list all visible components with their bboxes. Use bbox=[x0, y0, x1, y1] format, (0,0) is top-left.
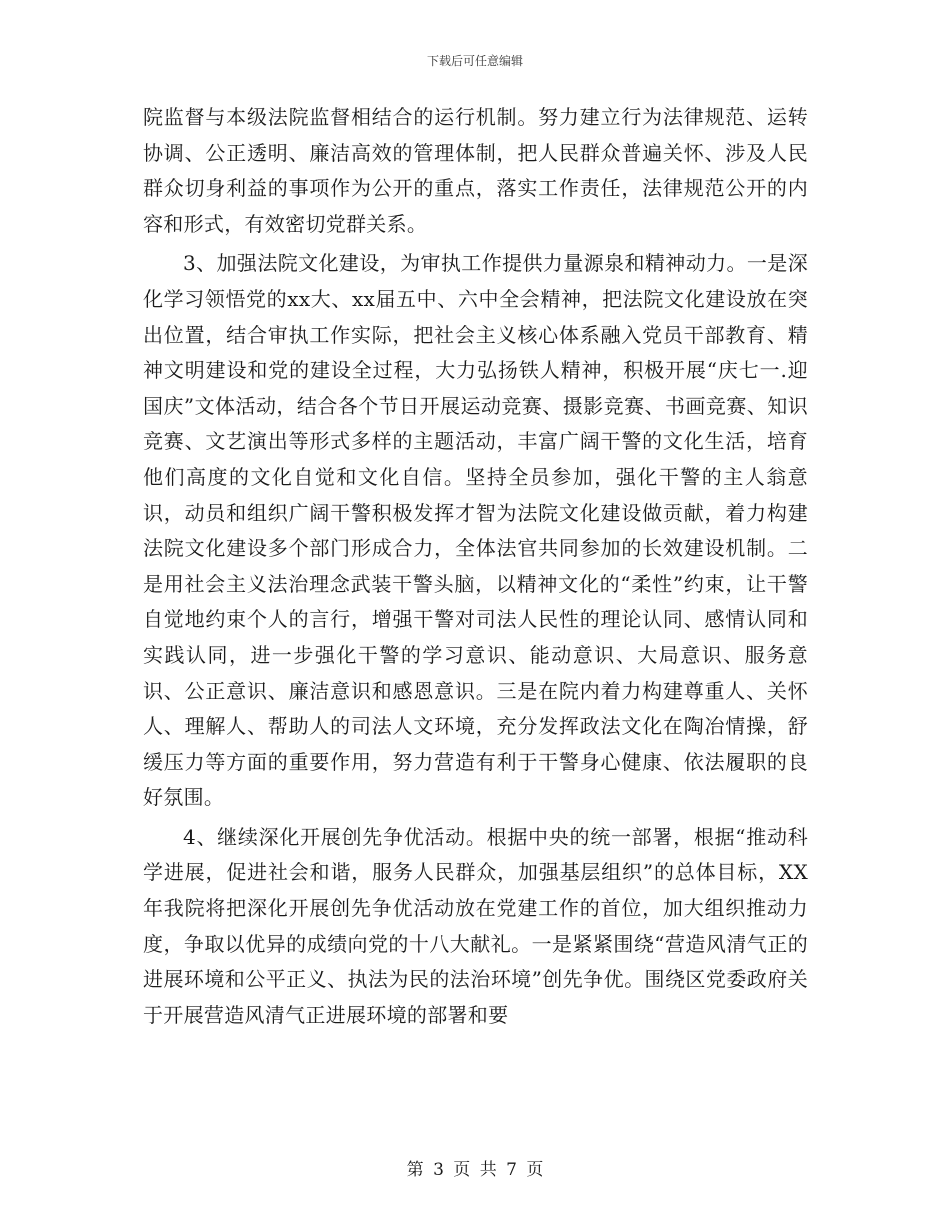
page-header: 下载后可任意编辑 bbox=[426, 54, 523, 68]
document-body bbox=[143, 100, 808, 1033]
paragraph-1: 院监督与本级法院监督相结合的运行机制。努力建立行为法律规范、运转协调、公正透明、廉洁高效的管理体制，把人民群众普遍关怀、涉及人民群众切身利益的事项作为公开的重点，落实工作责任，法律规范公开的内容和形式，有效密切党群关系。 bbox=[143, 105, 808, 236]
page-number-footer: 第 3 页 共 7 页 bbox=[406, 1160, 544, 1180]
paragraph-2: 3、加强法院文化建设，为审执工作提供力量源泉和精神动力。一是深化学习领悟党的xx大、xx届五中、六中全会精神，把法院文化建设放在突出位置，结合审执工作实际，把社会主义核心体系融入党员干部教育、精神文明建设和党的建设全过程，大力弘扬铁人精神，积极开展“庆七一.迎国庆”文体活动，结合各个节日开展运动竞赛、摄影竞赛、书画竞赛、知识竞赛、文艺演出等形式多样的主题活动，丰富广阔干警的文化生活，培育他们高度的文化自觉和文化自信。坚持全员参加，强化干警的主人翁意识，动员和组织广阔干警积极发挥才智为法院文化建设做贡献，着力构建法院文化建设多个部门形成合力，全体法官共同参加的长效建设机制。二是用社会主义法治理念武装干警头脑，以精神文化的“柔性”约束，让干警自觉地约束个人的言行，增强干警对司法人民性的理论认同、感情认同和实践认同，进一步强化干警的学习意识、能动意识、大局意识、服务意识、公正意识、廉洁意识和感恩意识。三是在院内着力构建尊重人、关怀人、理解人、帮助人的司法人文环境，充分发挥政法文化在陶冶情操，舒缓压力等方面的重要作用，努力营造有利于干警身心健康、依法履职的良好氛围。 bbox=[143, 251, 808, 810]
paragraph-3: 4、继续深化开展创先争优活动。根据中央的统一部署，根据“推动科学进展，促进社会和谐，服务人民群众，加强基层组织”的总体目标，XX年我院将把深化开展创先争优活动放在党建工作的首位，加大组织推动力度，争取以优异的成绩向党的十八大献礼。一是紧紧围绕“营造风清气正的进展环境和公平正义、执法为民的法治环境”创先争优。围绕区党委政府关于开展营造风清气正进展环境的部署和要 bbox=[143, 824, 808, 1027]
